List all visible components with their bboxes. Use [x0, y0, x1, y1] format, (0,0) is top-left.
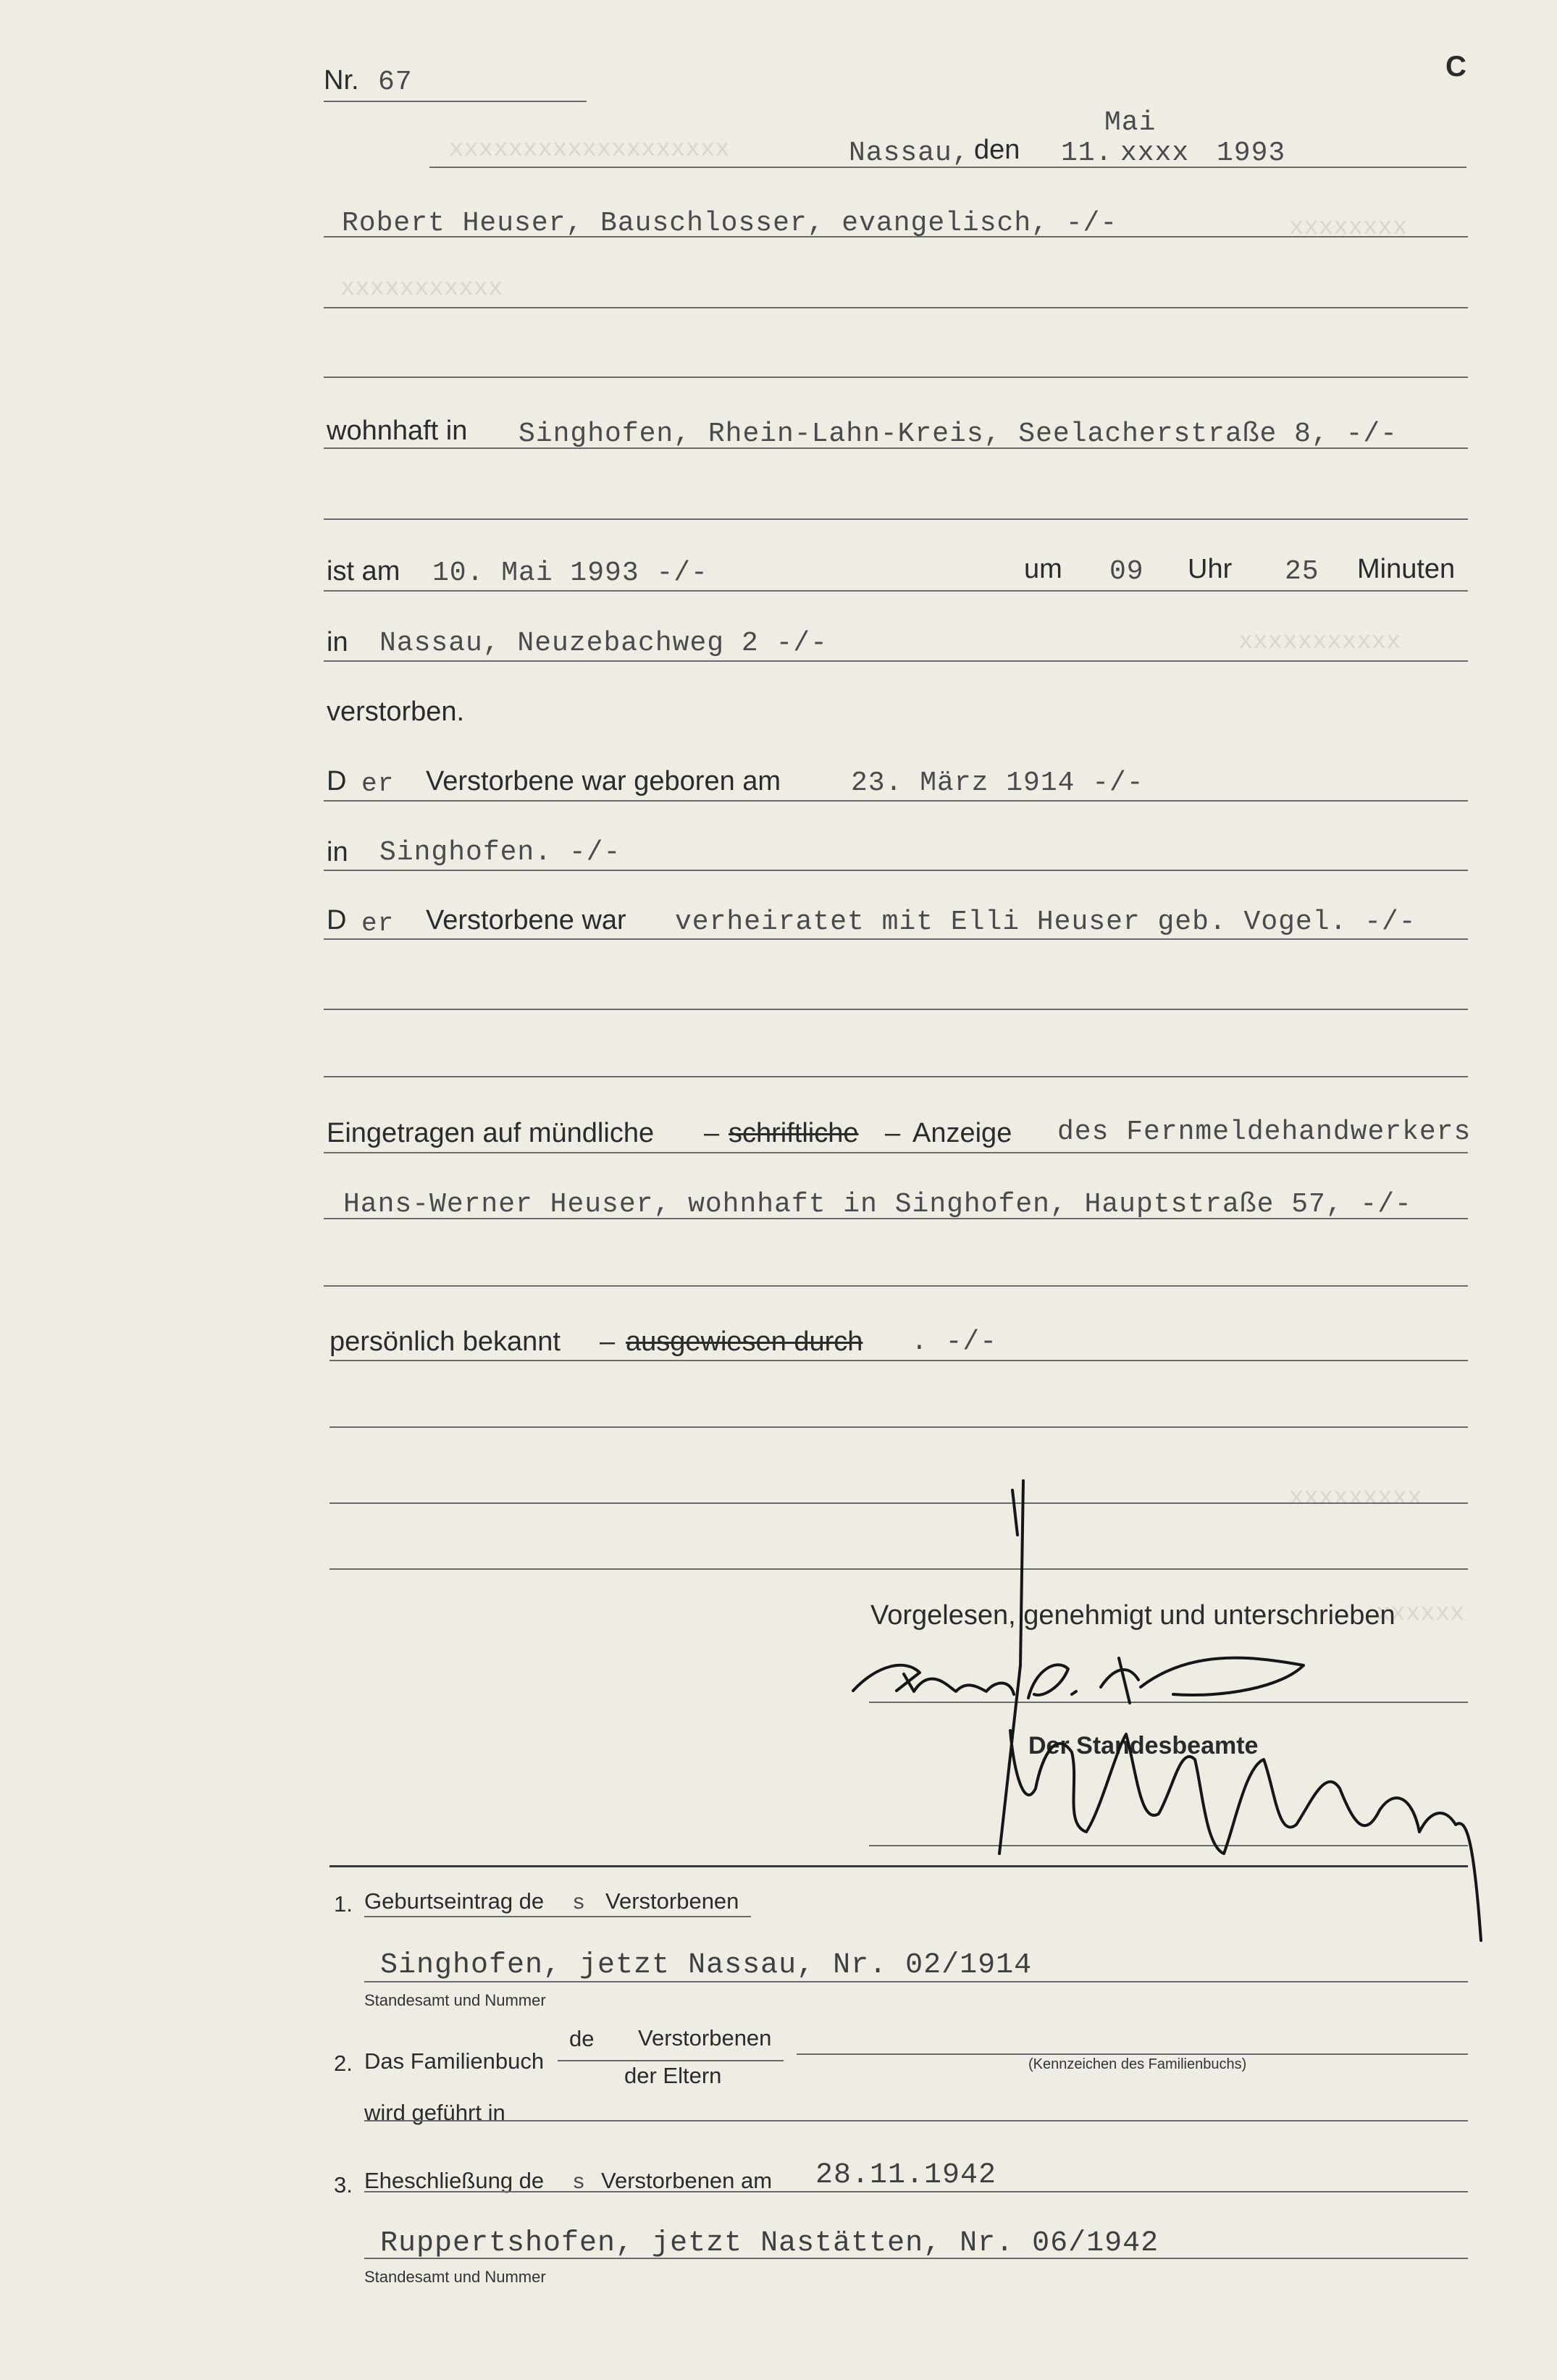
born-label: Verstorbene war geboren am [426, 766, 781, 796]
note-3-caption: Standesamt und Nummer [364, 2268, 546, 2286]
informant-intro: des Fernmeldehandwerkers [1057, 1117, 1472, 1148]
rule [364, 2120, 1468, 2122]
uhr-label: Uhr [1188, 554, 1233, 584]
minutes-value: 25 [1285, 556, 1319, 587]
note-2-de: de [569, 2026, 595, 2051]
note-3-number: 3. [334, 2172, 353, 2198]
anzeige-label: Anzeige [912, 1118, 1012, 1148]
signature-stroke [1010, 1731, 1481, 1940]
known-label: persönlich bekannt [330, 1326, 561, 1357]
death-place: Nassau, Neuzebachweg 2 -/- [379, 628, 828, 659]
residence-value: Singhofen, Rhein-Lahn-Kreis, Seelacherstraße 8, -/- [519, 419, 1398, 450]
born-suffix: er [361, 769, 395, 799]
document-page: xxxxxxxxxxxxxxxxxxx xxxxxxxx xxxxxxxxxxx xxxxxxxxxxx xxxxxxxxx xxxxxx C Nr. 67 Mai Nassau, den 11. xxxx 1993 Robert Heuser, Bauschlosser, evangelisch, -/- wohnhaft in Singhofen, Rhein-Lahn-Kreis, Seelacherstraße 8, -/- ist am 10. Mai 1993 -/- um 09 Uhr 25 Minuten in Nassau, Neuzebachweg 2 -/- verstorben. D er Verstorbene war geboren am 23. März 1914 -/- in Singhofen. -/- D er Verstorbene war verheiratet mit Elli Heuser geb. Vogel. -/- Eingetragen auf mündliche – schriftliche – Anzeige des Fernmeldehandwerkers Hans-Werner Heuser, wohnhaft in Singhofen, Hauptstraße 57, -/- persönlich bekannt – ausgewiesen durch . -/- Vorgelesen, genehmigt und unterschrieben Der Standesbeamte 1. Geburtseintrag de s Verstorbenen Singhofen, jetzt Nassau, Nr. 02/1914 Standesamt und Nummer 2. Das Familienbuch de Verstorbenen der Eltern (Kennzeichen des Familienbuchs) wird geführt in 3. Eheschließung de s Verstorbenen am 28.11.1942 Ruppertshofen, jetzt Nastätten, Nr. 06/1942 Standesamt und Nummer [0, 0, 1557, 2380]
note-1-value: Singhofen, jetzt Nassau, Nr. 02/1914 [380, 1949, 1033, 1982]
note-3-date: 28.11.1942 [815, 2159, 997, 2192]
note-2-kept: wird geführt in [364, 2100, 505, 2125]
rule [364, 1981, 1468, 1982]
residence-label: wohnhaft in [327, 416, 468, 446]
married-prefix: D [327, 905, 347, 935]
den-label: den [974, 135, 1020, 165]
note-2-option-2: der Eltern [624, 2063, 722, 2088]
married-suffix: er [361, 909, 395, 938]
date-year: 1993 [1217, 138, 1286, 169]
note-2-caption: (Kennzeichen des Familienbuchs) [1028, 2056, 1247, 2072]
registrar-title: Der Standesbeamte [1028, 1732, 1259, 1759]
died-label: ist am [327, 556, 400, 586]
rule [558, 2060, 784, 2061]
note-1-suffix: s [572, 1891, 587, 1916]
born-prefix: D [327, 766, 347, 796]
note-3-label-b: Verstorbenen am [601, 2168, 773, 2193]
note-2-number: 2. [334, 2051, 353, 2076]
death-in-label: in [327, 627, 348, 657]
rule [797, 2053, 1468, 2055]
nr-label: Nr. [324, 65, 359, 96]
signature-stroke [1028, 1665, 1076, 1698]
closing-statement: Vorgelesen, genehmigt und unterschrieben [870, 1600, 1396, 1631]
registration-label: Eingetragen auf mündliche [327, 1118, 655, 1148]
deceased-name-line: Robert Heuser, Bauschlosser, evangelisch, -/- [342, 208, 1118, 239]
place: Nassau, [849, 138, 970, 169]
born-in-label: in [327, 837, 348, 867]
rule [364, 2191, 1468, 2192]
born-date: 23. März 1914 -/- [851, 768, 1144, 799]
note-1-label-b: Verstorbenen [605, 1888, 739, 1914]
nr-value: 67 [378, 67, 413, 98]
date-month-correction: Mai [1104, 107, 1157, 138]
known-dash: – [600, 1326, 616, 1357]
date-day: 11. [1061, 138, 1113, 169]
minuten-label: Minuten [1357, 554, 1456, 584]
signature-stroke [1101, 1658, 1304, 1703]
registration-dash: – [704, 1118, 720, 1148]
note-3-value: Ruppertshofen, jetzt Nastätten, Nr. 06/1942 [380, 2227, 1159, 2260]
note-1-label: Geburtseintrag de [364, 1888, 545, 1914]
born-place: Singhofen. -/- [379, 837, 621, 868]
rule [364, 1916, 751, 1917]
um-label: um [1024, 554, 1062, 584]
known-struck: ausgewiesen durch [626, 1326, 863, 1357]
informant: Hans-Werner Heuser, wohnhaft in Singhofen, Hauptstraße 57, -/- [343, 1189, 1412, 1220]
signature-stroke [999, 1481, 1023, 1854]
note-3-label: Eheschließung de [364, 2168, 545, 2193]
signature-stroke [853, 1665, 1014, 1694]
rule [364, 2258, 1468, 2259]
note-3-suffix: s [572, 2171, 587, 2195]
date-struck-month: xxxx [1120, 138, 1190, 169]
married-label: Verstorbene war [426, 905, 626, 935]
married-text: verheiratet mit Elli Heuser geb. Vogel. -/- [675, 907, 1417, 938]
note-1-number: 1. [334, 1891, 353, 1917]
registration-struck: schriftliche [729, 1118, 859, 1148]
corner-letter: C [1445, 51, 1466, 83]
note-2-label: Das Familienbuch [364, 2048, 545, 2074]
note-1-caption: Standesamt und Nummer [364, 1991, 546, 2009]
hour-value: 09 [1109, 556, 1144, 587]
known-value: . -/- [911, 1326, 998, 1358]
signature-stroke [1012, 1490, 1017, 1535]
verstorben-label: verstorben. [327, 697, 465, 727]
registration-dash: – [885, 1118, 901, 1148]
died-date: 10. Mai 1993 -/- [432, 558, 708, 589]
note-2-option-1: Verstorbenen [638, 2025, 772, 2051]
section-separator [330, 1865, 1468, 1867]
